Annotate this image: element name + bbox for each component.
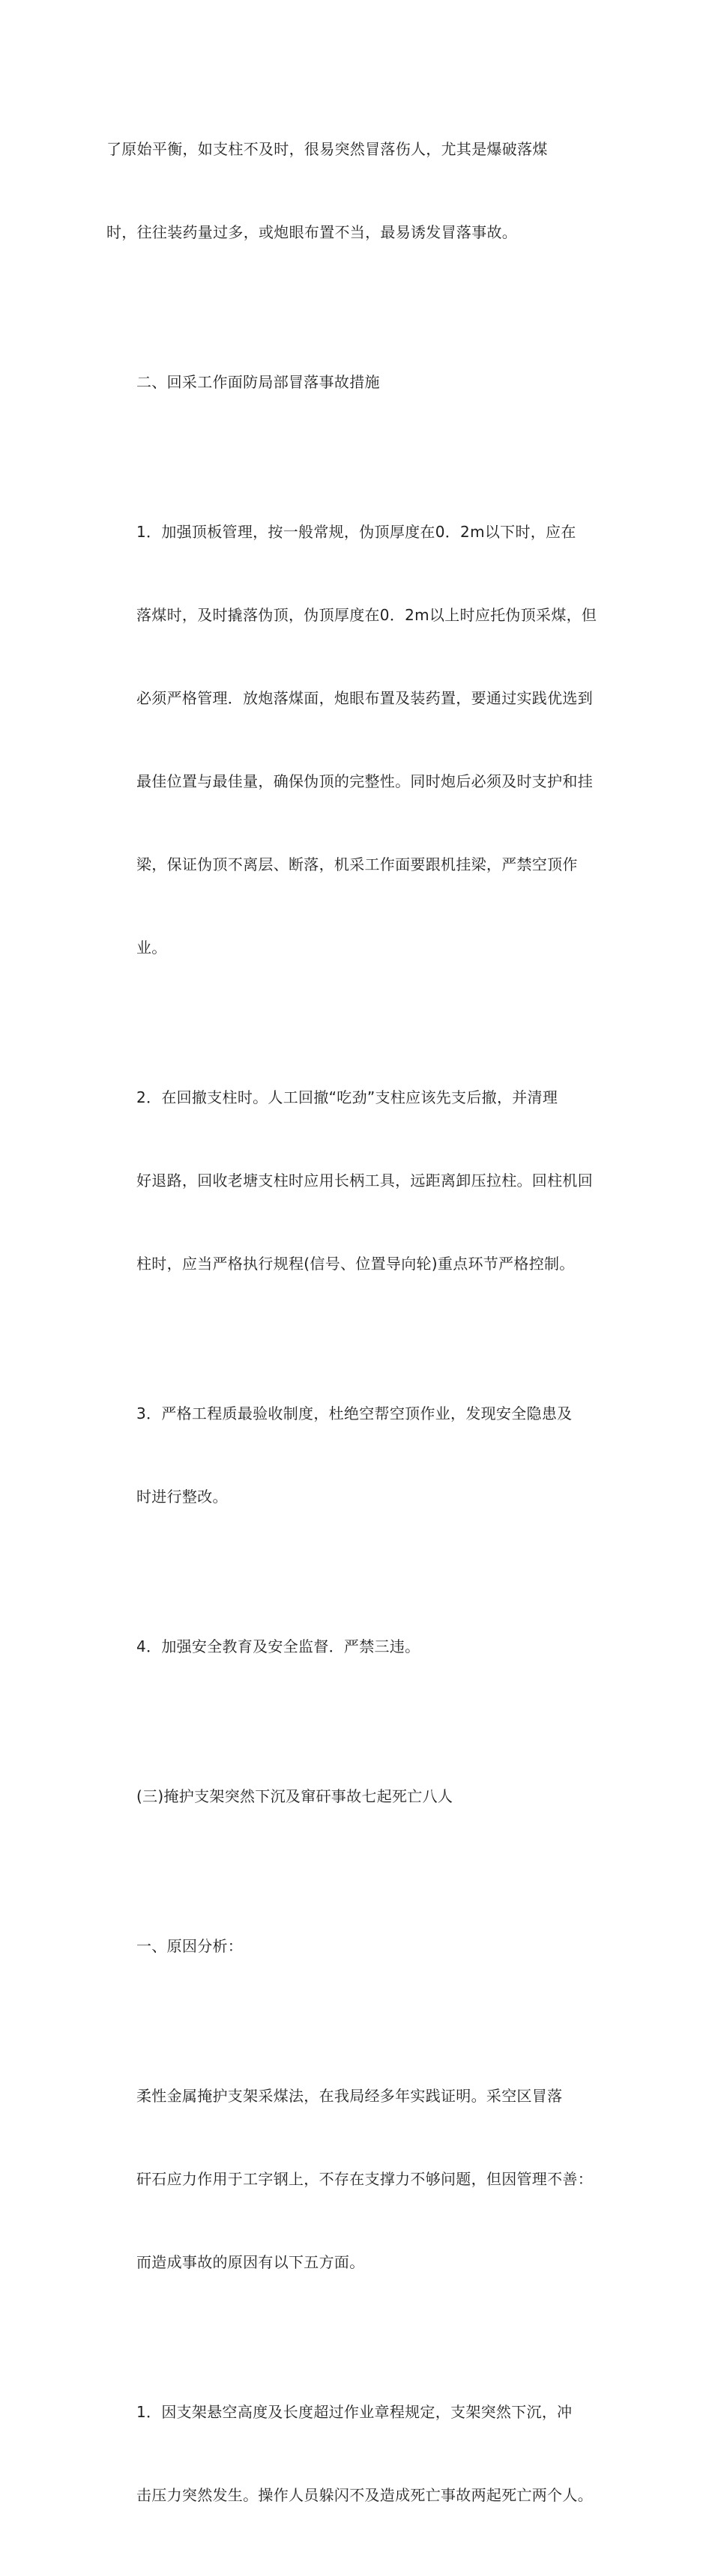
paragraph-cause-item-1 xyxy=(106,2343,607,2565)
text-line: 落煤时，及时撬落伪顶，伪顶厚度在0．2m以上时应托伪顶采煤，但 xyxy=(136,606,597,624)
text-line: 必须严格管理．放炮落煤面，炮眼布置及装药置，要通过实践优选到 xyxy=(136,689,593,707)
text-line: 了原始平衡，如支柱不及时，很易突然冒落伤人，尤其是爆破落煤 xyxy=(106,140,548,158)
text-line: 4．加强安全教育及安全监督．严禁三违。 xyxy=(136,1637,420,1655)
document-body xyxy=(106,80,607,2576)
text-line: 2．在回撤支柱时。人工回撤“吃劲”支柱应该先支后撤，并清理 xyxy=(136,1088,558,1106)
text-line: (三)掩护支架突然下沉及窜矸事故七起死亡八人 xyxy=(136,1787,453,1805)
paragraph-item-3 xyxy=(106,1345,607,1566)
text-line: 业。 xyxy=(136,939,167,957)
paragraph-cause-intro xyxy=(106,2027,607,2332)
text-line: 3．严格工程质最验收制度，杜绝空帮空顶作业，发现安全隐患及 xyxy=(136,1404,573,1422)
text-line: 1．因支架悬空高度及长度超过作业章程规定，支架突然下沉，冲 xyxy=(136,2403,573,2421)
section-heading-support-collapse xyxy=(106,1727,607,1866)
paragraph-item-2 xyxy=(106,1028,607,1333)
section-heading-cause-analysis xyxy=(106,1877,607,2016)
text-line: 一、原因分析： xyxy=(136,1937,244,1955)
text-line: 击压力突然发生。操作人员躲闪不及造成死亡事故两起死亡两个人。 xyxy=(136,2486,593,2504)
text-line: 矸石应力作用于工字钢上，不存在支撑力不够问题，但因管理不善： xyxy=(136,2170,593,2188)
text-line: 1．加强顶板管理，按一般常规，伪顶厚度在0．2m以下时，应在 xyxy=(136,523,576,541)
text-line: 时，往往装药量过多，或炮眼布置不当，最易诱发冒落事故。 xyxy=(106,223,518,241)
paragraph-item-4 xyxy=(106,1578,607,1716)
text-line: 二、回采工作面防局部冒落事故措施 xyxy=(136,373,380,391)
section-heading-measures xyxy=(106,313,607,452)
text-line: 柔性金属掩护支架采煤法，在我局经多年实践证明。采空区冒落 xyxy=(136,2087,563,2105)
paragraph-1 xyxy=(106,80,607,302)
text-line: 柱时，应当严格执行规程(信号、位置导向轮)重点环节严格控制。 xyxy=(136,1255,575,1273)
text-line: 好退路，回收老塘支柱时应用长柄工具，远距离卸压拉柱。回柱机回 xyxy=(136,1172,593,1189)
text-line: 梁，保证伪顶不离层、断落，机采工作面要跟机挂梁，严禁空顶作 xyxy=(136,855,578,873)
paragraph-item-1 xyxy=(106,463,607,1017)
text-line: 而造成事故的原因有以下五方面。 xyxy=(136,2253,365,2271)
text-line: 时进行整改。 xyxy=(136,1488,228,1506)
text-line: 最佳位置与最佳量，确保伪顶的完整性。同时炮后必须及时支护和挂 xyxy=(136,772,593,790)
